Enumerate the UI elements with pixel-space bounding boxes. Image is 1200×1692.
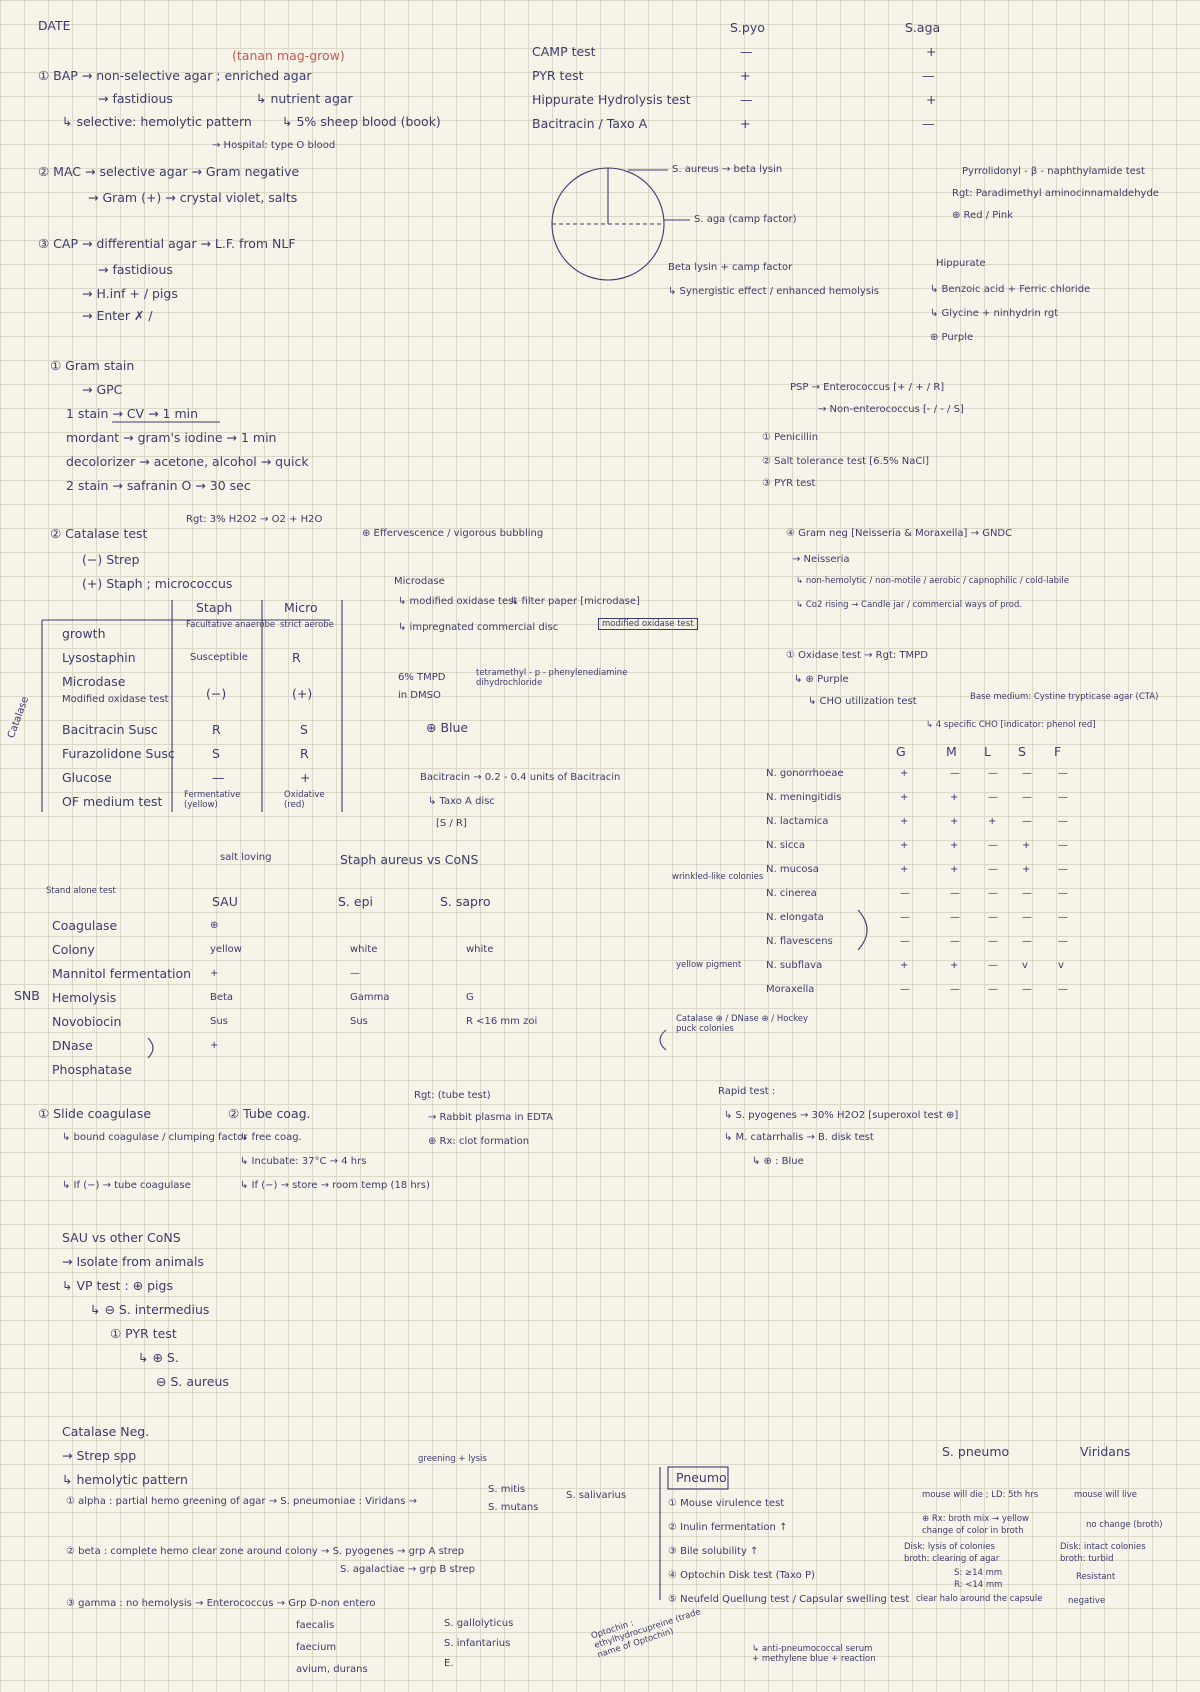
microdase-line-4: modified oxidase test <box>598 618 698 630</box>
neisseria-row-name: N. lactamica <box>766 816 829 827</box>
neisseria-cell: — <box>988 984 998 995</box>
staph-cell: white <box>350 944 378 955</box>
neisseria-cell: — <box>988 840 998 851</box>
neisseria-note-3: Catalase ⊕ / DNase ⊕ / Hockey puck colonies <box>676 1014 809 1034</box>
staph-cell: white <box>466 944 494 955</box>
test-row-pyo: — <box>740 92 753 107</box>
compare-d1b: R: <14 mm <box>954 1580 1003 1590</box>
staph-salt-hint: salt loving <box>220 852 272 863</box>
sm-row-micro: (+) <box>292 686 313 701</box>
bap-line-1: ① BAP → non-selective agar ; enriched agar <box>38 68 312 83</box>
neisseria-line-4: ↳ Co2 rising → Candle jar / commercial ways of prod. <box>796 600 1023 610</box>
sm-row-name: Furazolidone Susc <box>62 746 175 761</box>
brace-dnase <box>148 1038 153 1058</box>
neisseria-cell: v <box>1022 960 1028 971</box>
neisseria-cell: + <box>900 816 909 827</box>
sau-other-7: ⊖ S. aureus <box>156 1374 229 1389</box>
gram-title: ① Gram stain <box>50 358 135 373</box>
neisseria-col: L <box>984 744 991 759</box>
psp-line-5: ③ PYR test <box>762 478 816 489</box>
sau-other-6: ↳ ⊕ S. <box>138 1350 179 1365</box>
neisseria-cell: — <box>988 936 998 947</box>
mac-line-1: ② MAC → selective agar → Gram negative <box>38 164 300 179</box>
neisseria-cell: — <box>1022 984 1032 995</box>
staph-row-name: Coagulase <box>52 918 118 933</box>
test-row-aga: — <box>922 68 935 83</box>
test-row-name: Bacitracin / Taxo A <box>532 116 648 131</box>
pneumo-line-6: ↳ anti-pneumococcal serum + methylene blue + reaction <box>752 1644 876 1664</box>
catneg-beta-2: S. agalactiae → grp B strep <box>340 1564 475 1575</box>
neisseria-col: M <box>946 744 957 759</box>
hippurate-line-3: ⊕ Purple <box>930 332 974 343</box>
neisseria-row-name: Moraxella <box>766 984 815 995</box>
cap-line-1: ③ CAP → differential agar → L.F. from NLF <box>38 236 296 251</box>
bacitracin-line-2: ↳ Taxo A disc <box>428 796 495 807</box>
catneg-gamma: ③ gamma : no hemolysis → Enterococcus → Grp D-non entero <box>66 1598 376 1609</box>
neisseria-cell: — <box>1058 768 1068 779</box>
sau-other-1: SAU vs other CoNS <box>62 1230 181 1245</box>
camp-line-2: ↳ Synergistic effect / enhanced hemolysis <box>668 286 880 297</box>
psp-line-3: ① Penicillin <box>762 432 819 443</box>
staph-row-name: Phosphatase <box>52 1062 132 1077</box>
test-row-pyo: + <box>740 68 751 83</box>
staph-cell: Gamma <box>350 992 390 1003</box>
neisseria-cell: — <box>1058 816 1068 827</box>
cap-line-3: → H.inf + / pigs <box>82 286 178 301</box>
sm-row-micro: strict aerobe <box>280 620 334 630</box>
rapid-line-1: ↳ S. pyogenes → 30% H2O2 [superoxol test ⊕] <box>724 1110 959 1121</box>
catneg-alpha-4: S. salivarius <box>566 1490 627 1501</box>
sm-row-staph: Susceptible <box>190 652 248 663</box>
compare-d1: S: ≥14 mm <box>954 1568 1003 1578</box>
camp-line-1: Beta lysin + camp factor <box>668 262 793 273</box>
gram-step-1: 1 stain → CV → 1 min <box>66 406 199 421</box>
neisseria-cell: + <box>950 960 959 971</box>
compare-c1: Disk: lysis of colonies <box>904 1542 995 1552</box>
catneg-alpha-3: S. mutans <box>488 1502 539 1513</box>
neisseria-line-8: Base medium: Cystine trypticase agar (CTA) <box>970 692 1159 702</box>
sm-row-name: Bacitracin Susc <box>62 722 158 737</box>
catneg-line-1: → Strep spp <box>62 1448 137 1463</box>
catalase-rgt: Rgt: 3% H2O2 → O2 + H2O <box>186 514 323 525</box>
compare-c1b: broth: clearing of agar <box>904 1554 1000 1564</box>
neisseria-cell: — <box>1022 936 1032 947</box>
hippurate-title: Hippurate <box>936 258 986 269</box>
neisseria-cell: — <box>1058 912 1068 923</box>
sm-row-micro: Oxidative (red) <box>284 790 325 810</box>
catneg-g5: S. infantarius <box>444 1638 511 1649</box>
rapid-line-2: ↳ M. catarrhalis → B. disk test <box>724 1132 874 1143</box>
neisseria-row-name: N. gonorrhoeae <box>766 768 844 779</box>
sm-row-micro: R <box>300 746 309 761</box>
staph-row-name: Colony <box>52 942 95 957</box>
optochin-note: Optochin : ethylhydrocupreine (trade name of Optochin) <box>590 1607 703 1661</box>
staph-micro-side: Catalase <box>6 695 32 740</box>
neisseria-cell: — <box>900 936 910 947</box>
compare-c2: Disk: intact colonies <box>1060 1542 1146 1552</box>
compare-b2: no change (broth) <box>1086 1520 1163 1530</box>
sm-row-staph: (−) <box>206 686 227 701</box>
test-row-pyo: + <box>740 116 751 131</box>
sm-row-staph: Facultative anaerobe <box>186 620 276 630</box>
staph-side-note: Stand alone test <box>46 886 116 896</box>
test-table-head-aga: S.aga <box>905 20 941 35</box>
neisseria-cell: — <box>950 936 960 947</box>
coag-line-2: ↳ bound coagulase / clumping factor <box>62 1132 248 1143</box>
neisseria-cell: + <box>950 792 959 803</box>
pneumo-line-3: ③ Bile solubility ↑ <box>668 1546 759 1557</box>
sau-other-3: ↳ VP test : ⊕ pigs <box>62 1278 173 1293</box>
test-row-aga: + <box>926 92 937 107</box>
test-row-aga: — <box>922 116 935 131</box>
compare-b1: ⊕ Rx: broth mix → yellow <box>922 1514 1029 1524</box>
microdase-line-1: ↳ modified oxidase test <box>398 596 518 607</box>
neisseria-col: F <box>1054 744 1062 759</box>
neisseria-cell: — <box>988 888 998 899</box>
neisseria-cell: + <box>1022 840 1031 851</box>
psp-line-4: ② Salt tolerance test [6.5% NaCl] <box>762 456 930 467</box>
camp-aga-label: S. aga (camp factor) <box>694 214 797 225</box>
neisseria-cell: — <box>950 768 960 779</box>
compare-a2: mouse will live <box>1074 1490 1137 1500</box>
neisseria-row-name: N. cinerea <box>766 888 817 899</box>
catneg-line-2: ↳ hemolytic pattern <box>62 1472 188 1487</box>
neisseria-note-2: yellow pigment <box>676 960 742 970</box>
neisseria-note-1: wrinkled-like colonies <box>672 872 764 882</box>
neisseria-cell: — <box>988 768 998 779</box>
catalase-neg: (−) Strep <box>82 552 140 567</box>
sm-row-staph: S <box>212 746 220 761</box>
rapid-line-3: ↳ ⊕ : Blue <box>752 1156 804 1167</box>
bap-line-5: ↳ 5% sheep blood (book) <box>282 114 441 129</box>
neisseria-cell: + <box>950 816 959 827</box>
compare-e2: negative <box>1068 1596 1106 1606</box>
catneg-g4: S. gallolyticus <box>444 1618 514 1629</box>
psp-line-1: PSP → Enterococcus [+ / + / R] <box>790 382 945 393</box>
neisseria-cell: — <box>1058 840 1068 851</box>
brace-rapid <box>660 1030 666 1050</box>
neisseria-cell: — <box>900 984 910 995</box>
staph-cell: — <box>350 968 360 979</box>
cap-line-4: → Enter ✗ / <box>82 308 153 323</box>
staph-micro-head-micro: Micro <box>284 600 318 615</box>
bap-line-4: ↳ selective: hemolytic pattern <box>62 114 252 129</box>
compare-a1: mouse will die ; LD: 5th hrs <box>922 1490 1039 1500</box>
sm-row-name: Modified oxidase test <box>62 694 169 705</box>
staph-cell: ⊕ <box>210 920 219 931</box>
microdase-line-5: 6% TMPD <box>398 672 446 683</box>
microdase-line-8: ⊕ Blue <box>426 720 469 735</box>
test-row-name: CAMP test <box>532 44 596 59</box>
neisseria-row-name: N. subflava <box>766 960 823 971</box>
sm-row-staph: Fermentative (yellow) <box>184 790 241 810</box>
neisseria-cell: — <box>988 912 998 923</box>
neisseria-cell: + <box>988 816 997 827</box>
psp-line-2: → Non-enterococcus [- / - / S] <box>818 404 964 415</box>
coag-rgt: Rgt: (tube test) <box>414 1090 491 1101</box>
sm-row-micro: S <box>300 722 308 737</box>
test-row-pyo: — <box>740 44 753 59</box>
neisseria-cell: — <box>988 864 998 875</box>
catneg-beta: ② beta : complete hemo clear zone around colony → S. pyogenes → grp A strep <box>66 1546 465 1557</box>
compare-d2: Resistant <box>1076 1572 1116 1582</box>
neisseria-cell: — <box>900 888 910 899</box>
sm-row-name: growth <box>62 626 106 641</box>
mac-line-2: → Gram (+) → crystal violet, salts <box>88 190 298 205</box>
pyr-line-3: ⊕ Red / Pink <box>952 210 1014 221</box>
coag-line-1: ① Slide coagulase <box>38 1106 152 1121</box>
sau-other-2: → Isolate from animals <box>62 1254 204 1269</box>
neisseria-cell: — <box>1058 792 1068 803</box>
rapid-title: Rapid test : <box>718 1086 776 1097</box>
coag-rgt-3: ⊕ Rx: clot formation <box>428 1136 530 1147</box>
staph-cell: R <16 mm zoi <box>466 1016 538 1027</box>
coag-line-7: ↳ If (−) → store → room temp (18 hrs) <box>240 1180 430 1191</box>
sm-row-name: Lysostaphin <box>62 650 136 665</box>
neisseria-row-name: N. elongata <box>766 912 824 923</box>
microdase-line-2: ↳ filter paper [microdase] <box>510 596 640 607</box>
neisseria-cell: v <box>1058 960 1064 971</box>
neisseria-line-3: ↳ non-hemolytic / non-motile / aerobic / capnophilic / cold-labile <box>796 576 1070 586</box>
staph-row-name: Novobiocin <box>52 1014 122 1029</box>
compare-h2: Viridans <box>1080 1444 1131 1459</box>
neisseria-cell: + <box>950 840 959 851</box>
catneg-g2: faecium <box>296 1642 337 1653</box>
hippurate-line-1: ↳ Benzoic acid + Ferric chloride <box>930 284 1091 295</box>
neisseria-cell: — <box>988 792 998 803</box>
catneg-alpha-2: S. mitis <box>488 1484 526 1495</box>
compare-b1b: change of color in broth <box>922 1526 1024 1536</box>
neisseria-cell: + <box>900 960 909 971</box>
neisseria-cell: + <box>950 864 959 875</box>
bap-line-6: → Hospital: type O blood <box>212 140 336 151</box>
neisseria-cell: — <box>950 888 960 899</box>
test-row-name: PYR test <box>532 68 584 83</box>
cap-line-2: → fastidious <box>98 262 173 277</box>
neisseria-cell: — <box>1022 768 1032 779</box>
coag-line-6: ↳ Incubate: 37°C → 4 hrs <box>240 1156 367 1167</box>
staph-cell: Beta <box>210 992 234 1003</box>
neisseria-cell: + <box>900 840 909 851</box>
neisseria-cell: — <box>950 912 960 923</box>
staph-cell: Sus <box>350 1016 368 1027</box>
neisseria-row-name: N. sicca <box>766 840 805 851</box>
sm-row-name: Microdase <box>62 674 126 689</box>
sm-row-micro: R <box>292 650 301 665</box>
neisseria-cell: — <box>1058 864 1068 875</box>
catalase-title: ② Catalase test <box>50 526 148 541</box>
staph-cell: + <box>210 968 219 979</box>
coag-rgt-2: → Rabbit plasma in EDTA <box>428 1112 553 1123</box>
neisseria-line-7: ↳ CHO utilization test <box>808 696 917 707</box>
coag-line-4: ② Tube coag. <box>228 1106 311 1121</box>
neisseria-cell: + <box>900 792 909 803</box>
staph-head-sap: S. sapro <box>440 894 491 909</box>
staph-cell: + <box>210 1040 219 1051</box>
neisseria-cell: — <box>988 960 998 971</box>
staph-table-title: Staph aureus vs CoNS <box>340 852 479 867</box>
neisseria-cell: — <box>1022 792 1032 803</box>
staph-head-sau: SAU <box>212 894 238 909</box>
snb-label: SNB <box>14 988 40 1003</box>
neisseria-cell: — <box>1022 816 1032 827</box>
sm-row-name: OF medium test <box>62 794 163 809</box>
catneg-g1: faecalis <box>296 1620 335 1631</box>
gram-step-4: 2 stain → safranin O → 30 sec <box>66 478 251 493</box>
catneg-alpha: ① alpha : partial hemo greening of agar → S. pneumoniae : Viridans → <box>66 1496 418 1507</box>
pneumo-line-2: ② Inulin fermentation ↑ <box>668 1522 788 1533</box>
compare-h1: S. pneumo <box>942 1444 1010 1459</box>
neisseria-cell: — <box>900 912 910 923</box>
grow-hint: (tanan mag-grow) <box>232 48 345 63</box>
gram-step-3: decolorizer → acetone, alcohol → quick <box>66 454 309 469</box>
bap-line-2: → fastidious <box>98 91 173 106</box>
sm-row-name: Glucose <box>62 770 112 785</box>
neisseria-row-name: N. mucosa <box>766 864 819 875</box>
test-row-name: Hippurate Hydrolysis test <box>532 92 691 107</box>
microdase-line-7: in DMSO <box>398 690 441 701</box>
bacitracin-line-1: Bacitracin → 0.2 - 0.4 units of Bacitracin <box>420 772 621 783</box>
sau-other-5: ① PYR test <box>110 1326 177 1341</box>
catneg-greening: greening + lysis <box>418 1454 487 1464</box>
staph-cell: Sus <box>210 1016 228 1027</box>
catalase-result: ⊕ Effervescence / vigorous bubbling <box>362 528 544 539</box>
catneg-title: Catalase Neg. <box>62 1424 150 1439</box>
staph-cell: yellow <box>210 944 242 955</box>
microdase-line-3: ↳ impregnated commercial disc <box>398 622 559 633</box>
neisseria-line-9: ↳ 4 specific CHO [indicator: phenol red] <box>926 720 1096 730</box>
bacitracin-line-3: [S / R] <box>436 818 467 829</box>
neisseria-row-name: N. flavescens <box>766 936 833 947</box>
neisseria-line-2: → Neisseria <box>792 554 850 565</box>
pneumo-line-5: ⑤ Neufeld Quellung test / Capsular swelling test <box>668 1594 910 1605</box>
test-table-head-pyo: S.pyo <box>730 20 765 35</box>
neisseria-cell: — <box>1022 888 1032 899</box>
compare-e1: clear halo around the capsule <box>916 1594 1043 1604</box>
camp-aureus-label: S. aureus → beta lysin <box>672 164 783 175</box>
neisseria-cell: + <box>1022 864 1031 875</box>
pyr-line-1: Pyrrolidonyl - β - naphthylamide test <box>962 166 1145 177</box>
pneumo-line-1: ① Mouse virulence test <box>668 1498 785 1509</box>
neisseria-cell: — <box>950 984 960 995</box>
microdase-line-6: tetramethyl - p - phenylenediamine dihydrochloride <box>476 668 628 688</box>
gram-step-2: mordant → gram's iodine → 1 min <box>66 430 277 445</box>
pneumo-tag: Pneumo <box>676 1470 727 1485</box>
test-row-aga: + <box>926 44 937 59</box>
neisseria-cell: — <box>1058 888 1068 899</box>
pneumo-line-4: ④ Optochin Disk test (Taxo P) <box>668 1570 815 1581</box>
neisseria-cell: + <box>900 768 909 779</box>
neisseria-cell: — <box>1058 936 1068 947</box>
catneg-g3: avium, durans <box>296 1664 368 1675</box>
sm-row-staph: R <box>212 722 221 737</box>
neisseria-cell: — <box>1058 984 1068 995</box>
sm-row-micro: + <box>300 770 311 785</box>
staph-micro-head-staph: Staph <box>196 600 233 615</box>
coag-line-5: ↳ free coag. <box>240 1132 302 1143</box>
bap-line-3: ↳ nutrient agar <box>256 91 353 106</box>
neisseria-cell: — <box>1022 912 1032 923</box>
hippurate-line-2: ↳ Glycine + ninhydrin rgt <box>930 308 1059 319</box>
catneg-g6: E. <box>444 1658 454 1669</box>
pyr-line-2: Rgt: Paradimethyl aminocinnamaldehyde <box>952 188 1159 199</box>
neisseria-row-name: N. meningitidis <box>766 792 842 803</box>
staph-row-name: Mannitol fermentation <box>52 966 192 981</box>
compare-c2b: broth: turbid <box>1060 1554 1114 1564</box>
neisseria-cell: + <box>900 864 909 875</box>
coag-line-3: ↳ If (−) → tube coagulase <box>62 1180 191 1191</box>
date-label: DATE <box>38 18 71 33</box>
gram-gpc: → GPC <box>82 382 123 397</box>
staph-row-name: DNase <box>52 1038 93 1053</box>
sau-other-4: ↳ ⊖ S. intermedius <box>90 1302 210 1317</box>
neisseria-line-6: ↳ ⊕ Purple <box>794 674 849 685</box>
catalase-pos: (+) Staph ; micrococcus <box>82 576 233 591</box>
neisseria-col: G <box>896 744 906 759</box>
brace-neisseria <box>858 910 867 950</box>
staph-cell: G <box>466 992 474 1003</box>
neisseria-line-1: ④ Gram neg [Neisseria & Moraxella] → GNDC <box>786 528 1013 539</box>
staph-row-name: Hemolysis <box>52 990 117 1005</box>
neisseria-line-5: ① Oxidase test → Rgt: TMPD <box>786 650 928 661</box>
sm-row-staph: — <box>212 770 225 785</box>
staph-head-epi: S. epi <box>338 894 373 909</box>
neisseria-col: S <box>1018 744 1026 759</box>
microdase-title: Microdase <box>394 576 445 587</box>
